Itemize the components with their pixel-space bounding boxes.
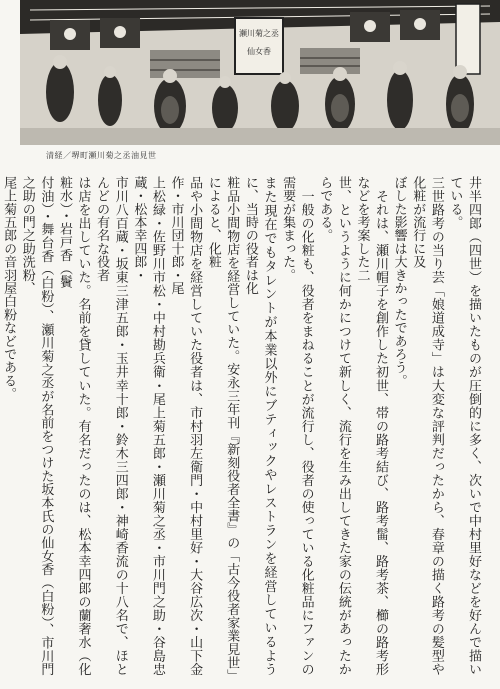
text-line: ぼした影響は大きかったであろう。 <box>391 176 407 388</box>
vertical-body-text <box>1 176 482 676</box>
shop-sign-text: 瀬川菊之丞 <box>239 29 279 38</box>
text-line: 一般の化粧も、役者をまねることが流行し、役者の使っている化粧品にファンの需要が集まった。 <box>280 176 314 676</box>
text-line: は店を出していた。名前を貸していた。有名だったのは、松本幸四郎の蘭奢水（化粧水）・岩戸香（鬢 <box>56 176 91 676</box>
woodblock-print-illustration <box>20 0 500 145</box>
text-line: 品や小間物店を経営していた役者は、市村羽左衛門・中村里好・大谷広次・山下金作・市川団十郎・尾 <box>168 176 203 676</box>
text-line: 井半四郎（四世）を描いたものが圧倒的に多く、次いで中村里好などを好んで描いている。 <box>447 176 481 676</box>
text-line: また現在でもタレントが本業以外にブティックやレストランを経営しているように、当時の役者は化 <box>242 176 277 676</box>
text-line: 付油）・舞台香（白粉）、瀬川菊之丞が名前をつけた坂本氏の仙女香（白粉）、市川門之助の門之助洗粉、 <box>19 176 54 676</box>
text-line: 三世路考の当り芸「娘道成寺」は大変な評判だったから、春章の描く路考の髪型や化粧が流行に及 <box>410 176 444 676</box>
text-line: それは、瀬川帽子を創作した初世、帯の路考結び、路考髷、路考茶、櫛の路考形などを考案した二 <box>354 176 389 676</box>
shop-sign-product: 仙女香 <box>247 47 271 56</box>
figure-caption: 清経／堺町瀬川菊之丞油見世 <box>46 151 157 160</box>
text-line: 世、というように何かにつけて新しく、流行を生み出してきた家の伝統があったからである。 <box>317 176 351 676</box>
text-line: 上松緑・佐野川市松・中村勘兵衛・尾上菊五郎・瀬川菊之丞・市川門之助・谷島忠蔵・松本幸四郎・ <box>131 176 165 676</box>
text-line: 尾上菊五郎の音羽屋白粉などである。 <box>1 176 17 401</box>
text-line: 市川八百蔵・坂東三津五郎・玉井幸十郎・鈴木三四郎・神崎香流の十八名で、ほとんどの有名な役者 <box>94 176 128 676</box>
text-line: 粧品小間物店を経営していた。安永三年刊『新刻役者全書』の「古今役者家業見世」によると、化粧 <box>205 176 240 676</box>
